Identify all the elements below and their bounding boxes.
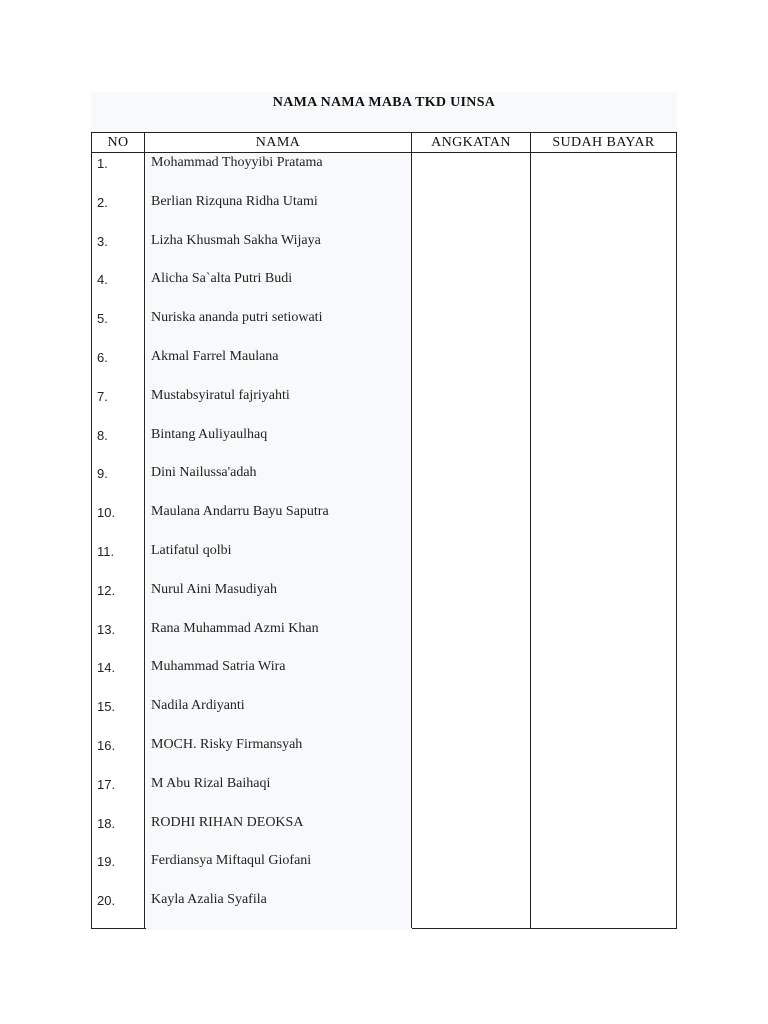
student-name: Nadila Ardiyanti bbox=[151, 698, 245, 714]
table-row bbox=[92, 580, 676, 619]
table-row bbox=[92, 502, 676, 541]
column-header-no: NO bbox=[107, 135, 129, 150]
table-row bbox=[92, 851, 676, 890]
table-row bbox=[92, 269, 676, 308]
table-row bbox=[92, 347, 676, 386]
student-name: Nurul Aini Masudiyah bbox=[151, 581, 277, 597]
student-name: Rana Muhammad Azmi Khan bbox=[151, 620, 319, 636]
column-header-nama: NAMA bbox=[255, 135, 301, 150]
student-name: M Abu Rizal Baihaqi bbox=[151, 775, 271, 791]
row-number: 3. bbox=[97, 233, 108, 249]
table-row bbox=[92, 386, 676, 425]
row-number: 8. bbox=[97, 427, 108, 443]
column-header-sudah-bayar: SUDAH BAYAR bbox=[552, 135, 655, 150]
table-row bbox=[92, 425, 676, 464]
row-number: 20. bbox=[97, 893, 116, 909]
document-title: NAMA NAMA MABA TKD UINSA bbox=[272, 95, 496, 110]
student-name: RODHI RIHAN DEOKSA bbox=[151, 814, 304, 830]
student-name: Dini Nailussa'adah bbox=[151, 465, 257, 481]
student-name: Ferdiansya Miftaqul Giofani bbox=[151, 853, 312, 869]
row-number: 17. bbox=[97, 776, 116, 792]
student-name: Berlian Rizquna Ridha Utami bbox=[151, 193, 318, 209]
table-row bbox=[92, 774, 676, 813]
table-row bbox=[92, 696, 676, 735]
student-name: Alicha Sa`alta Putri Budi bbox=[151, 271, 293, 287]
table-row bbox=[92, 541, 676, 580]
student-name: Kayla Azalia Syafila bbox=[151, 892, 267, 908]
row-number: 5. bbox=[97, 311, 108, 327]
student-name: MOCH. Risky Firmansyah bbox=[151, 736, 303, 752]
student-name: Latifatul qolbi bbox=[151, 542, 232, 558]
table-row bbox=[92, 463, 676, 502]
table-row bbox=[92, 657, 676, 696]
table-row bbox=[92, 619, 676, 658]
row-number: 2. bbox=[97, 194, 108, 210]
student-name: Mustabsyiratul fajriyahti bbox=[151, 387, 290, 403]
row-number: 6. bbox=[97, 349, 108, 365]
table-row bbox=[92, 813, 676, 852]
row-number: 11. bbox=[97, 543, 115, 559]
row-number: 7. bbox=[97, 388, 108, 404]
student-name: Muhammad Satria Wira bbox=[151, 659, 286, 675]
student-name: Akmal Farrel Maulana bbox=[151, 348, 279, 364]
table-row bbox=[92, 192, 676, 231]
student-name: Maulana Andarru Bayu Saputra bbox=[151, 504, 329, 520]
table-row bbox=[92, 890, 676, 929]
row-number: 10. bbox=[97, 505, 116, 521]
student-table bbox=[91, 132, 677, 929]
table-body bbox=[92, 153, 676, 929]
row-number: 4. bbox=[97, 272, 108, 288]
row-number: 16. bbox=[97, 737, 116, 753]
student-name: Nuriska ananda putri setiowati bbox=[151, 310, 323, 326]
row-number: 14. bbox=[97, 660, 116, 676]
table-row bbox=[92, 153, 676, 192]
row-number: 19. bbox=[97, 854, 116, 870]
student-name: Lizha Khusmah Sakha Wijaya bbox=[151, 232, 321, 248]
table-row bbox=[92, 308, 676, 347]
student-name: Bintang Auliyaulhaq bbox=[151, 426, 268, 442]
table-row bbox=[92, 231, 676, 270]
row-number: 18. bbox=[97, 815, 116, 831]
row-number: 9. bbox=[97, 466, 108, 482]
column-header-angkatan: ANGKATAN bbox=[431, 135, 511, 150]
student-name: Mohammad Thoyyibi Pratama bbox=[151, 155, 323, 170]
row-number: 15. bbox=[97, 699, 116, 715]
row-number: 12. bbox=[97, 582, 116, 598]
row-number: 13. bbox=[97, 621, 116, 637]
table-row bbox=[92, 735, 676, 774]
row-number: 1. bbox=[97, 156, 108, 171]
